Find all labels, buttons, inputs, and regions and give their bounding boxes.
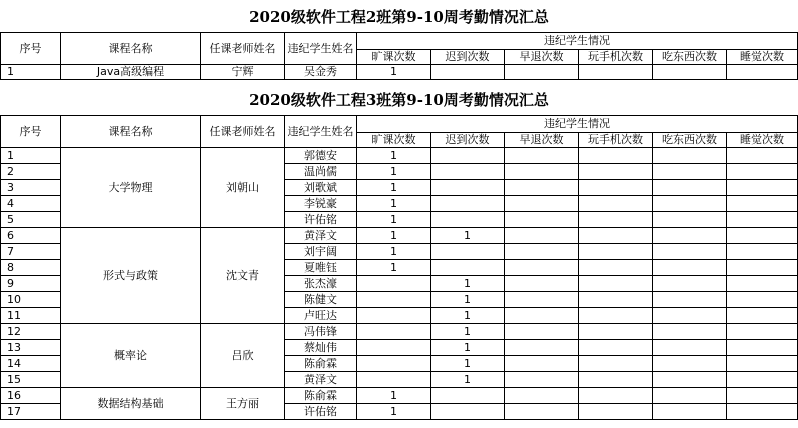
teacher-name: 宁辉 <box>201 65 285 80</box>
teacher-name: 刘朝山 <box>201 148 285 228</box>
count-cell <box>653 324 727 340</box>
course-name: 数据结构基础 <box>61 388 201 420</box>
header-teacher: 任课老师姓名 <box>201 116 285 148</box>
count-cell <box>727 308 798 324</box>
count-cell <box>505 308 579 324</box>
count-cell <box>431 196 505 212</box>
count-cell <box>653 292 727 308</box>
count-cell: 1 <box>357 260 431 276</box>
header-row <box>1 33 798 50</box>
attendance-table-class3 <box>0 115 798 420</box>
count-cell <box>357 356 431 372</box>
header-count-col: 早退次数 <box>505 133 579 148</box>
header-teacher: 任课老师姓名 <box>201 33 285 65</box>
row-index: 5 <box>1 212 61 228</box>
count-cell <box>357 308 431 324</box>
teacher-name: 吕欣 <box>201 324 285 388</box>
table1-title: 2020级软件工程2班第9-10周考勤情况汇总 <box>249 8 549 26</box>
count-cell <box>505 292 579 308</box>
header-count-col: 玩手机次数 <box>579 133 653 148</box>
count-cell <box>579 276 653 292</box>
student-name: 吴金秀 <box>285 65 357 80</box>
header-violation-group: 违纪学生情况 <box>357 116 798 133</box>
teacher-name: 王方丽 <box>201 388 285 420</box>
count-cell <box>579 180 653 196</box>
student-name: 卢旺达 <box>285 308 357 324</box>
count-cell: 1 <box>431 372 505 388</box>
student-name: 郭德安 <box>285 148 357 164</box>
count-cell <box>579 228 653 244</box>
row-index: 8 <box>1 260 61 276</box>
count-cell: 1 <box>431 228 505 244</box>
student-name: 李锐豪 <box>285 196 357 212</box>
count-cell <box>579 372 653 388</box>
count-cell <box>579 388 653 404</box>
count-cell <box>727 164 798 180</box>
count-cell <box>579 260 653 276</box>
count-cell: 1 <box>431 340 505 356</box>
row-index: 14 <box>1 356 61 372</box>
count-cell <box>505 356 579 372</box>
header-count-col: 睡觉次数 <box>727 133 798 148</box>
count-cell <box>579 196 653 212</box>
header-count-col: 早退次数 <box>505 50 579 65</box>
row-index: 12 <box>1 324 61 340</box>
row-index: 13 <box>1 340 61 356</box>
count-cell: 1 <box>357 148 431 164</box>
count-cell <box>431 148 505 164</box>
count-cell: 1 <box>431 292 505 308</box>
count-cell <box>727 404 798 420</box>
count-cell <box>653 308 727 324</box>
count-cell <box>579 244 653 260</box>
count-cell <box>653 356 727 372</box>
count-cell <box>727 388 798 404</box>
count-cell <box>727 324 798 340</box>
count-cell <box>431 164 505 180</box>
count-cell <box>505 276 579 292</box>
header-index: 序号 <box>1 33 61 65</box>
header-count-col: 睡觉次数 <box>727 50 798 65</box>
row-index: 1 <box>1 148 61 164</box>
count-cell <box>579 308 653 324</box>
header-count-col: 玩手机次数 <box>579 50 653 65</box>
table-row <box>1 324 798 340</box>
count-cell: 1 <box>431 324 505 340</box>
count-cell <box>505 148 579 164</box>
count-cell <box>727 260 798 276</box>
course-name: 概率论 <box>61 324 201 388</box>
row-index: 3 <box>1 180 61 196</box>
count-cell: 1 <box>357 180 431 196</box>
count-cell <box>505 65 579 80</box>
count-cell: 1 <box>431 308 505 324</box>
course-name: Java高级编程 <box>61 65 201 80</box>
count-cell <box>505 260 579 276</box>
count-cell <box>653 340 727 356</box>
header-violation-group: 违纪学生情况 <box>357 33 798 50</box>
count-cell <box>727 340 798 356</box>
count-cell <box>727 292 798 308</box>
student-name: 温尚儒 <box>285 164 357 180</box>
student-name: 黄泽文 <box>285 228 357 244</box>
count-cell <box>579 292 653 308</box>
count-cell <box>505 244 579 260</box>
row-index: 15 <box>1 372 61 388</box>
student-name: 刘歌斌 <box>285 180 357 196</box>
course-name: 大学物理 <box>61 148 201 228</box>
count-cell <box>653 260 727 276</box>
row-index: 9 <box>1 276 61 292</box>
count-cell <box>357 276 431 292</box>
student-name: 张杰濠 <box>285 276 357 292</box>
count-cell <box>653 276 727 292</box>
count-cell <box>357 292 431 308</box>
count-cell <box>727 196 798 212</box>
count-cell <box>505 164 579 180</box>
student-name: 许佑铭 <box>285 212 357 228</box>
table-row <box>1 228 798 244</box>
table-row <box>1 65 798 80</box>
count-cell <box>505 180 579 196</box>
student-name: 刘宇阔 <box>285 244 357 260</box>
count-cell: 1 <box>357 164 431 180</box>
count-cell <box>431 388 505 404</box>
header-student: 违纪学生姓名 <box>285 33 357 65</box>
count-cell <box>653 372 727 388</box>
count-cell <box>579 212 653 228</box>
count-cell <box>505 324 579 340</box>
count-cell <box>579 356 653 372</box>
count-cell <box>727 148 798 164</box>
count-cell <box>505 372 579 388</box>
table-row <box>1 388 798 404</box>
count-cell: 1 <box>431 356 505 372</box>
count-cell <box>505 228 579 244</box>
count-cell: 1 <box>357 244 431 260</box>
count-cell <box>653 164 727 180</box>
student-name: 陈健文 <box>285 292 357 308</box>
count-cell <box>653 65 727 80</box>
count-cell <box>727 228 798 244</box>
count-cell <box>653 244 727 260</box>
count-cell <box>653 404 727 420</box>
header-count-col: 旷课次数 <box>357 133 431 148</box>
table-row <box>1 148 798 164</box>
row-index: 7 <box>1 244 61 260</box>
count-cell <box>505 340 579 356</box>
row-index: 17 <box>1 404 61 420</box>
header-count-col: 吃东西次数 <box>653 50 727 65</box>
row-index: 4 <box>1 196 61 212</box>
count-cell <box>727 356 798 372</box>
count-cell <box>357 372 431 388</box>
row-index: 16 <box>1 388 61 404</box>
count-cell: 1 <box>357 196 431 212</box>
teacher-name: 沈文青 <box>201 228 285 324</box>
count-cell <box>653 148 727 164</box>
count-cell <box>727 212 798 228</box>
count-cell <box>505 404 579 420</box>
count-cell <box>431 212 505 228</box>
count-cell <box>505 388 579 404</box>
count-cell <box>431 244 505 260</box>
row-index: 10 <box>1 292 61 308</box>
count-cell <box>357 324 431 340</box>
table2-title: 2020级软件工程3班第9-10周考勤情况汇总 <box>249 91 549 109</box>
count-cell <box>505 196 579 212</box>
student-name: 蔡灿伟 <box>285 340 357 356</box>
header-count-col: 迟到次数 <box>431 50 505 65</box>
header-student: 违纪学生姓名 <box>285 116 357 148</box>
course-name: 形式与政策 <box>61 228 201 324</box>
count-cell <box>431 180 505 196</box>
count-cell: 1 <box>357 404 431 420</box>
attendance-table-class2 <box>0 32 798 80</box>
count-cell <box>727 244 798 260</box>
header-course: 课程名称 <box>61 116 201 148</box>
count-cell <box>727 372 798 388</box>
row-index: 11 <box>1 308 61 324</box>
row-index: 1 <box>1 65 61 80</box>
count-cell <box>727 276 798 292</box>
count-cell <box>579 148 653 164</box>
count-cell <box>727 65 798 80</box>
count-cell <box>579 65 653 80</box>
count-cell <box>431 404 505 420</box>
header-count-col: 吃东西次数 <box>653 133 727 148</box>
student-name: 许佑铭 <box>285 404 357 420</box>
count-cell <box>579 404 653 420</box>
student-name: 陈俞霖 <box>285 356 357 372</box>
count-cell <box>653 228 727 244</box>
header-course: 课程名称 <box>61 33 201 65</box>
count-cell <box>727 180 798 196</box>
student-name: 夏唯钰 <box>285 260 357 276</box>
count-cell: 1 <box>357 228 431 244</box>
count-cell <box>431 260 505 276</box>
count-cell <box>579 340 653 356</box>
count-cell <box>653 196 727 212</box>
student-name: 陈俞霖 <box>285 388 357 404</box>
header-index: 序号 <box>1 116 61 148</box>
header-count-col: 旷课次数 <box>357 50 431 65</box>
count-cell <box>579 324 653 340</box>
header-row <box>1 116 798 133</box>
student-name: 冯伟锋 <box>285 324 357 340</box>
row-index: 2 <box>1 164 61 180</box>
count-cell <box>653 180 727 196</box>
count-cell <box>653 388 727 404</box>
count-cell: 1 <box>357 65 431 80</box>
student-name: 黄泽文 <box>285 372 357 388</box>
count-cell <box>357 340 431 356</box>
count-cell: 1 <box>357 212 431 228</box>
count-cell: 1 <box>431 276 505 292</box>
header-count-col: 迟到次数 <box>431 133 505 148</box>
count-cell: 1 <box>357 388 431 404</box>
count-cell <box>431 65 505 80</box>
count-cell <box>505 212 579 228</box>
count-cell <box>653 212 727 228</box>
count-cell <box>579 164 653 180</box>
row-index: 6 <box>1 228 61 244</box>
